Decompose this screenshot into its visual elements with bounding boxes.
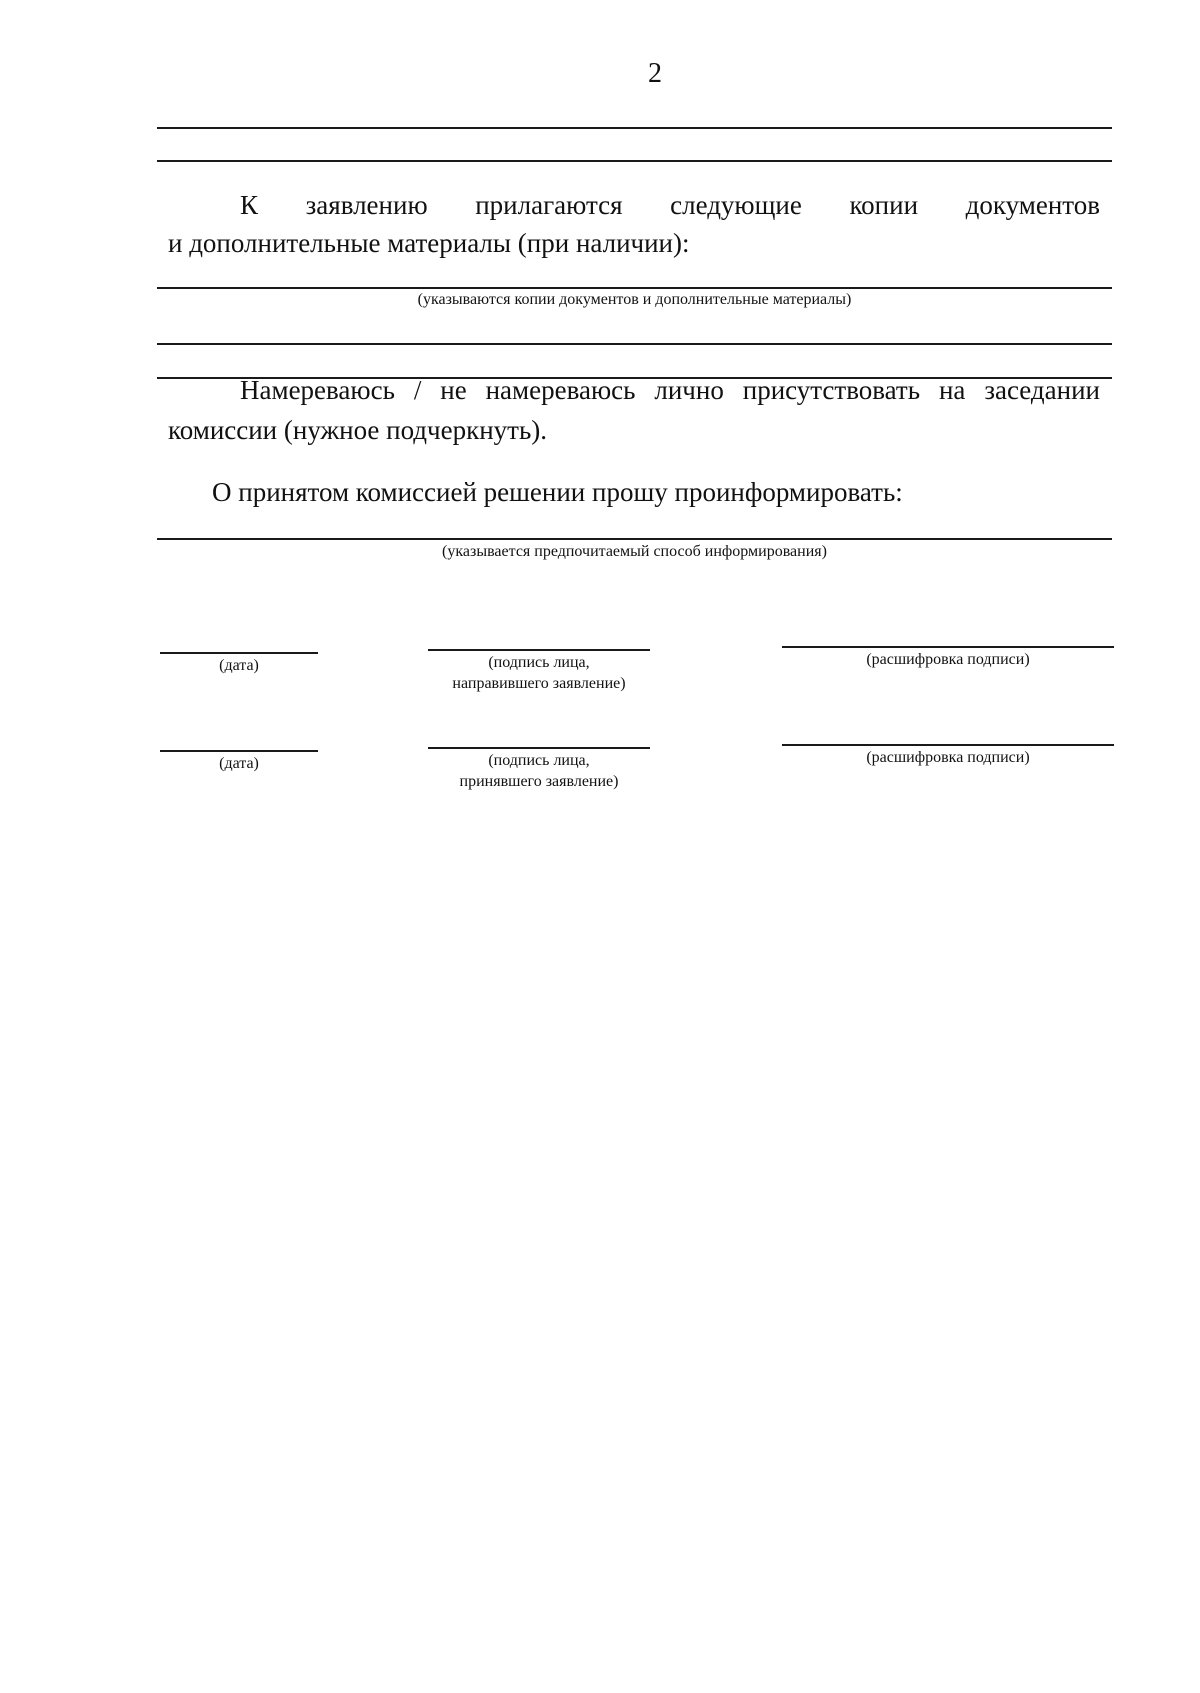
attachments-caption: (указываются копии документов и дополнительные материалы) — [417, 291, 852, 308]
signature-caption-line-2: принявшего заявление) — [459, 773, 619, 790]
word: следующие — [670, 190, 802, 220]
attendance-text-line-1 — [240, 375, 1100, 406]
word: / — [413, 375, 422, 405]
page-number: 2 — [648, 58, 662, 89]
word: на — [938, 375, 966, 405]
attachments-fill-line — [157, 287, 1112, 289]
date-caption: (дата) — [219, 755, 259, 772]
signature-caption-line-2: направившего заявление) — [452, 675, 626, 692]
signature-line — [428, 747, 650, 749]
attendance-text-line-2: комиссии (нужное подчеркнуть). — [168, 415, 548, 445]
word: намереваюсь — [485, 375, 636, 405]
signature-line — [428, 649, 650, 651]
signature-decode-line — [782, 744, 1114, 746]
signature-decode-caption: (расшифровка подписи) — [866, 749, 1030, 766]
attachments-text-line-1 — [240, 190, 1100, 221]
word: заявлению — [305, 190, 428, 220]
inform-text: О принятом комиссией решении прошу проинформировать: — [212, 477, 903, 507]
word: лично — [654, 375, 724, 405]
word: заседании — [984, 375, 1100, 405]
signature-caption-line-1: (подпись лица, — [488, 654, 590, 671]
word: присутствовать — [742, 375, 921, 405]
date-line — [160, 652, 318, 654]
signature-decode-line — [782, 646, 1114, 648]
word: не — [440, 375, 467, 405]
date-line — [160, 750, 318, 752]
word: К — [240, 190, 259, 220]
blank-line — [157, 127, 1112, 129]
signature-decode-caption: (расшифровка подписи) — [866, 651, 1030, 668]
word: документов — [965, 190, 1100, 220]
date-caption: (дата) — [219, 657, 259, 674]
inform-fill-line — [157, 538, 1112, 540]
inform-caption: (указывается предпочитаемый способ информирования) — [442, 543, 827, 560]
blank-line — [157, 343, 1112, 345]
attachments-text-line-2: и дополнительные материалы (при наличии): — [168, 228, 690, 258]
signature-caption-line-1: (подпись лица, — [488, 752, 590, 769]
word: Намереваюсь — [240, 375, 395, 405]
word: прилагаются — [475, 190, 623, 220]
word: копии — [849, 190, 919, 220]
blank-line — [157, 160, 1112, 162]
